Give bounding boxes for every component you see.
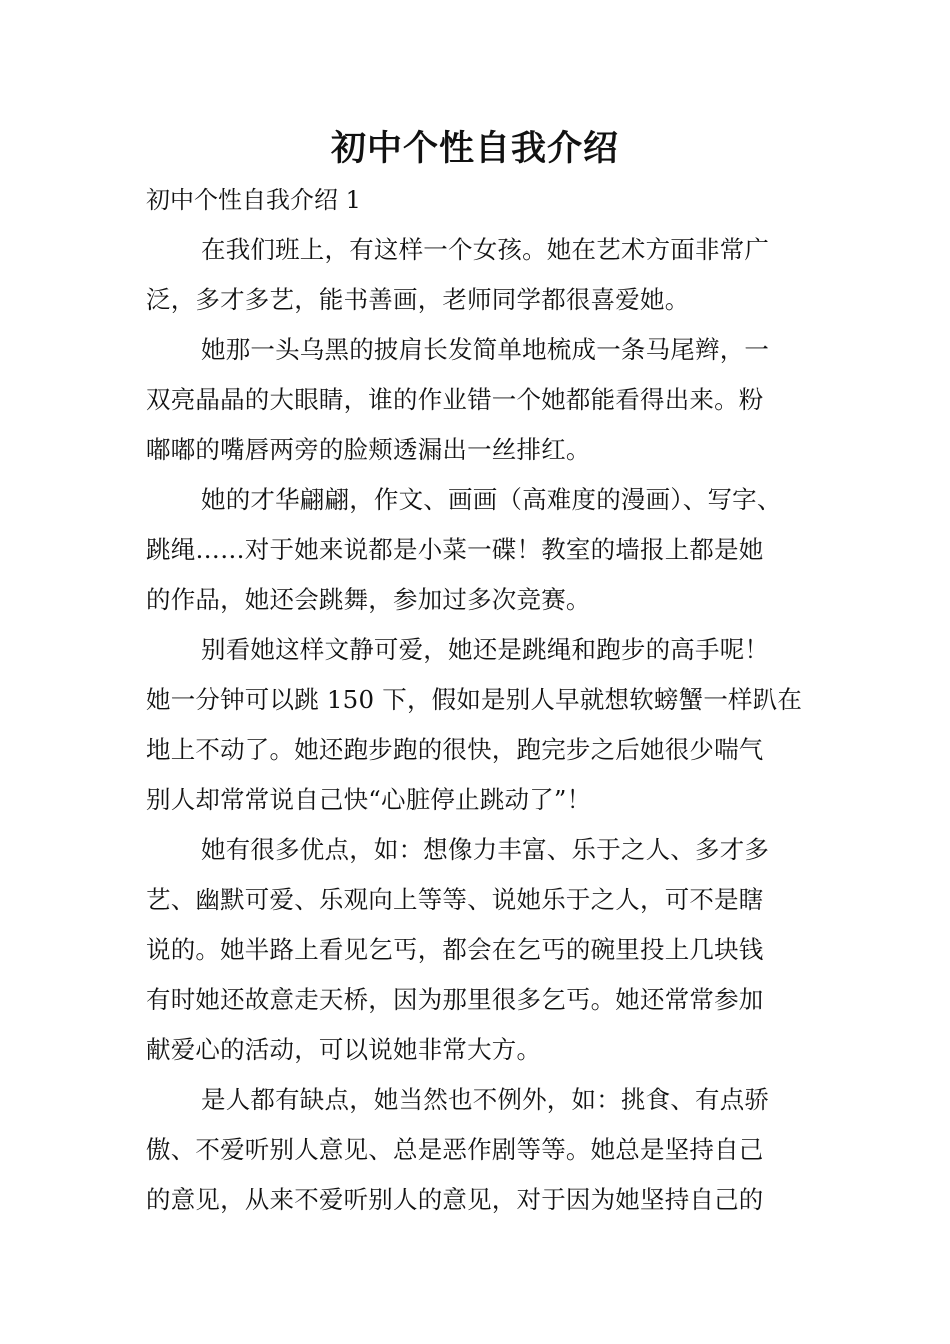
- paragraph-line: 献爱心的活动，可以说她非常大方。: [146, 1035, 542, 1064]
- paragraph-line: 在我们班上，有这样一个女孩。她在艺术方面非常广: [201, 235, 770, 264]
- paragraph-line: 跳绳……对于她来说都是小菜一碟！教室的墙报上都是她: [146, 535, 764, 564]
- paragraph-line: 嘟嘟的嘴唇两旁的脸颊透漏出一丝排红。: [146, 435, 591, 464]
- document-subtitle: 初中个性自我介绍 1: [146, 186, 361, 214]
- paragraph-line: 泛，多才多艺，能书善画，老师同学都很喜爱她。: [146, 285, 690, 314]
- paragraph-line: 别人却常常说自己快“心脏停止跳动了”！: [146, 785, 592, 814]
- document-body: [146, 225, 826, 1225]
- paragraph-line: 双亮晶晶的大眼睛，谁的作业错一个她都能看得出来。粉: [146, 385, 764, 414]
- paragraph-line: 傲、不爱听别人意见、总是恶作剧等等。她总是坚持自己: [146, 1135, 764, 1164]
- paragraph-line: 她的才华翩翩，作文、画画（高难度的漫画）、写字、: [201, 485, 782, 514]
- paragraph-line: 是人都有缺点，她当然也不例外，如：挑食、有点骄: [201, 1085, 770, 1114]
- paragraph-line: 说的。她半路上看见乞丐，都会在乞丐的碗里投上几块钱: [146, 935, 764, 964]
- paragraph-line: 她一分钟可以跳 150 下，假如是别人早就想软螃蟹一样趴在: [146, 685, 803, 714]
- paragraph-line: 艺、幽默可爱、乐观向上等等、说她乐于之人，可不是瞎: [146, 885, 764, 914]
- paragraph-line: 她有很多优点，如：想像力丰富、乐于之人、多才多: [201, 835, 770, 864]
- paragraph-line: 地上不动了。她还跑步跑的很快，跑完步之后她很少喘气: [146, 735, 764, 764]
- paragraph-line: 的意见，从来不爱听别人的意见，对于因为她坚持自己的: [146, 1185, 764, 1214]
- paragraph-line: 她那一头乌黑的披肩长发简单地梳成一条马尾辫，一: [201, 335, 770, 364]
- document-title: 初中个性自我介绍: [330, 128, 619, 169]
- paragraph-line: 的作品，她还会跳舞，参加过多次竞赛。: [146, 585, 591, 614]
- paragraph-line: 有时她还故意走天桥，因为那里很多乞丐。她还常常参加: [146, 985, 764, 1014]
- paragraph-line: 别看她这样文静可爱，她还是跳绳和跑步的高手呢！: [201, 635, 770, 664]
